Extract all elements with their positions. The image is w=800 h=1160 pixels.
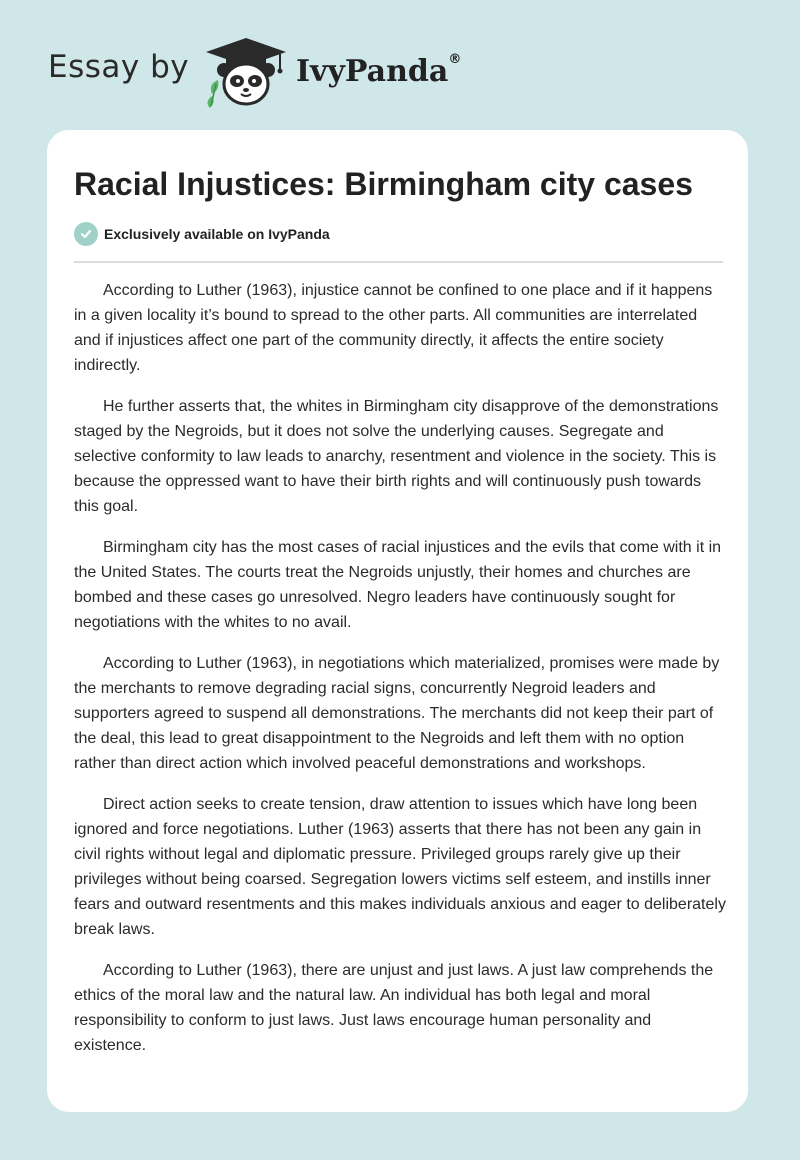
check-icon (74, 222, 98, 246)
site-header (48, 36, 568, 116)
paragraph: Direct action seeks to create tension, draw attention to issues which have long been ignored and force negotiations. Luther (1963) asserts that there has not been any gain in civil rights without legal and diplomatic pressure. Privileged groups rarely give up their privileges without being coarsed. Segregation lowers victims self esteem, and instills inner fears and outward resentments and this makes individuals anxious and eager to deliberately break laws. (74, 796, 726, 938)
paragraph: According to Luther (1963), injustice cannot be confined to one place and if it happens in a given locality it’s bound to spread to the other parts. All communities are interrelated and if injustices affect one part of the community directly, it affects the entire society indirectly. (74, 282, 713, 374)
essay-body (74, 278, 726, 1074)
panda-graduation-icon (200, 36, 292, 108)
paragraph: Birmingham city has the most cases of racial injustices and the evils that come with it in the United States. The courts treat the Negroids unjustly, their homes and churches are bombed and these cases go unresolved. Negro leaders have continuously sought for negotiations with the whites to no avail. (74, 539, 722, 631)
brand-logo-text: IvyPanda® (296, 52, 462, 89)
paragraph: According to Luther (1963), there are unjust and just laws. A just law comprehends the ethics of the moral law and the natural law. An individual has both legal and moral responsibility to conform to just laws. Just laws encourage human personality and existence. (74, 962, 714, 1054)
page-title: Racial Injustices: Birmingham city cases (74, 166, 693, 202)
paragraph: He further asserts that, the whites in Birmingham city disapprove of the demonstrations staged by the Negroids, but it does not solve the underlying causes. Segregate and selective conformity to law leads to anarchy, resentment and violence in the society. This is because the oppressed want to have their birth rights and will continuously push towards this goal. (74, 398, 719, 515)
paragraph: According to Luther (1963), in negotiations which materialized, promises were made by the merchants to remove degrading racial signs, concurrently Negroid leaders and supporters agreed to suspend all demonstrations. The merchants did not keep their part of the deal, this lead to great disappointment to the Negroids and left them with no option rather than direct action which involved peaceful demonstrations and workshops. (74, 655, 720, 772)
essay-card (47, 130, 748, 1112)
essay-by-label: Essay by (48, 49, 190, 85)
divider (74, 261, 723, 263)
badge-label: Exclusively available on IvyPanda (104, 226, 330, 242)
exclusive-badge (74, 222, 330, 246)
